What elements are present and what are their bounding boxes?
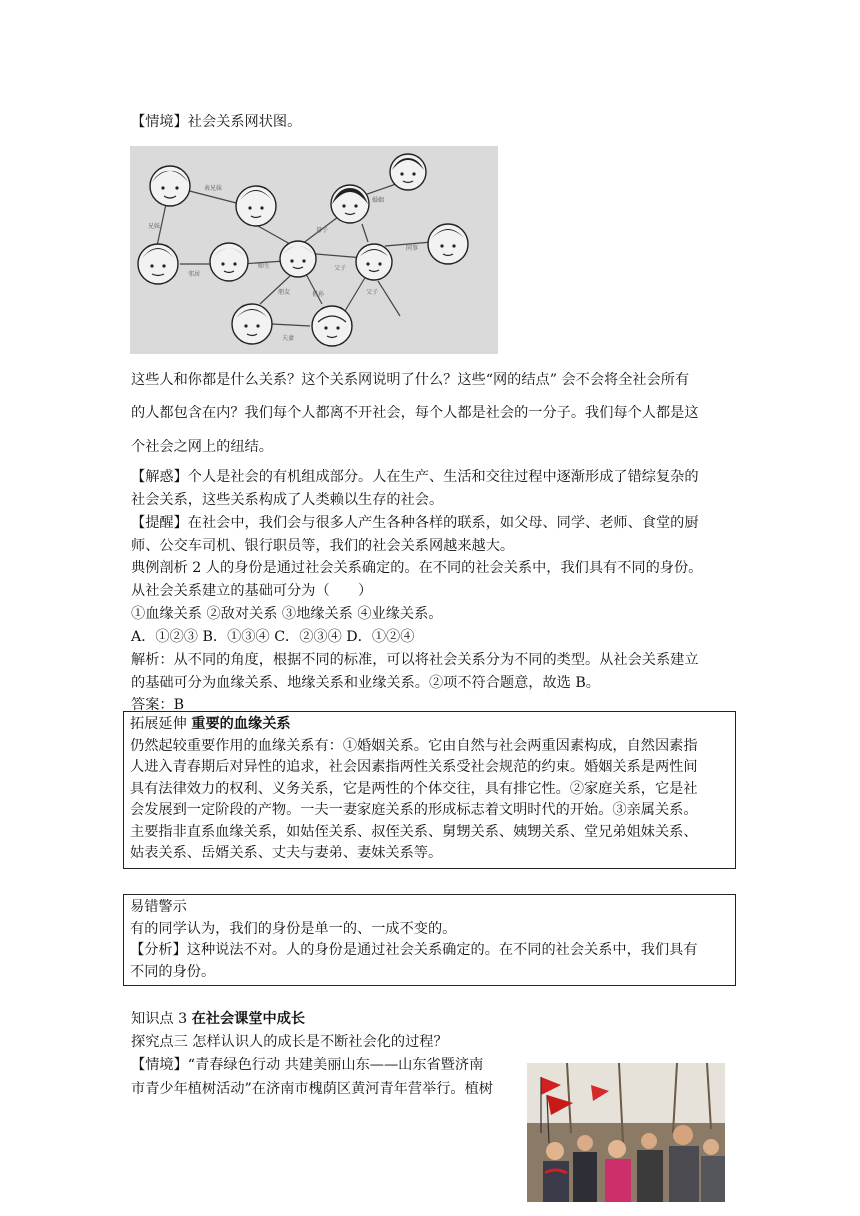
- social-network-diagram: [130, 146, 498, 354]
- tixing-line: 【提醒】在社会中，我们会与很多人产生各种各样的联系，如父母、同学、老师、食堂的厨: [131, 515, 699, 531]
- knowledge-title: 在社会课堂中成长: [191, 1011, 306, 1027]
- extension-line: 会发展到一定阶段的产物。一夫一妻家庭关系的形成标志着文明时代的开始。③亲属关系。: [130, 802, 698, 818]
- tree-planting-photo: [527, 1063, 725, 1202]
- social-network-figure: [130, 146, 498, 354]
- explore-heading: 探究点三 怎样认识人的成长是不断社会化的过程？: [131, 1034, 448, 1050]
- warning-line: 不同的身份。: [130, 963, 216, 980]
- question-line: 的人都包含在内？我们每个人都离不开社会，每个人都是社会的一分子。我们每个人都是这: [131, 405, 699, 421]
- choices-line: A．①②③ B．①③④ C．②③④ D．①②④: [131, 629, 415, 645]
- extension-title-prefix: 拓展延伸: [130, 716, 192, 732]
- scene2-line: 市青少年植树活动”在济南市槐荫区黄河青年营举行。植树: [131, 1081, 493, 1097]
- example-line: 从社会关系建立的基础可分为（ ）: [131, 583, 373, 599]
- extension-title-bold: 重要的血缘关系: [191, 716, 291, 732]
- extension-line: 人进入青春期后对异性的追求，社会因素指两性关系受社会规范的约束。婚姻关系是两性间: [130, 759, 698, 775]
- edge-label: 祖孙: [312, 291, 325, 298]
- knowledge-heading: [131, 1008, 737, 1030]
- scene2-line: 【情境】“青春绿色行动 共建美丽山东——山东省暨济南: [131, 1057, 484, 1073]
- options-line: ①血缘关系 ②敌对关系 ③地缘关系 ④业缘关系。: [131, 606, 443, 622]
- tree-planting-illustration: [527, 1063, 725, 1202]
- edge-label: 同事: [406, 245, 419, 252]
- question-line: 这些人和你都是什么关系？这个关系网说明了什么？这些“网的结点” 会不会将全社会所有: [131, 372, 690, 388]
- answer-line: 答案：B: [131, 697, 184, 713]
- scene-intro: 【情境】社会关系网状图。: [131, 114, 302, 130]
- warning-box: [123, 894, 736, 986]
- jiehuo-line: 【解惑】个人是社会的有机组成部分。人在生产、生活和交往过程中逐渐形成了错综复杂的: [131, 469, 699, 485]
- tixing-line: 师、公交车司机、银行职员等，我们的社会关系网越来越大。: [131, 538, 515, 554]
- extension-line: 具有法律效力的权利、义务关系，它是两性的个体交往，具有排它性。②家庭关系，它是社: [130, 780, 698, 797]
- analysis-line: 解析：从不同的角度，根据不同的标准，可以将社会关系分为不同的类型。从社会关系建立: [131, 652, 699, 668]
- knowledge-number: 知识点 3: [131, 1011, 192, 1027]
- question-line: 个社会之网上的纽结。: [131, 439, 273, 455]
- analysis-line: 的基础可分为血缘关系、地缘关系和业缘关系。②项不符合题意，故选 B。: [131, 675, 600, 691]
- edge-label: 邻居: [188, 271, 201, 278]
- edge-label: 师生: [258, 263, 271, 270]
- example-line: 典例剖析 2 人的身份是通过社会关系确定的。在不同的社会关系中，我们具有不同的身份。: [131, 560, 703, 576]
- jiehuo-line: 社会关系，这些关系构成了人类赖以生存的社会。: [131, 492, 444, 508]
- warning-line: 【分析】这种说法不对。人的身份是通过社会关系确定的。在不同的社会关系中，我们具有: [130, 942, 698, 958]
- edge-label: 朋友: [278, 289, 291, 296]
- extension-line: 主要指非直系血缘关系，如姑侄关系、叔侄关系、舅甥关系、姨甥关系、堂兄弟姐妹关系、: [130, 823, 698, 840]
- extension-line: 仍然起较重要作用的血缘关系有：①婚姻关系。它由自然与社会两重因素构成，自然因素指: [130, 737, 698, 754]
- extension-box: [123, 711, 736, 869]
- edge-label: 婚姻: [372, 197, 385, 204]
- extension-line: 姑表关系、岳婿关系、丈夫与妻弟、妻妹关系等。: [130, 845, 443, 861]
- edge-label: 父子: [366, 289, 379, 296]
- edge-label: 夫妻: [282, 335, 295, 342]
- warning-line: 有的同学认为，我们的身份是单一的、一成不变的。: [130, 920, 457, 937]
- edge-label: 父子: [334, 265, 347, 272]
- extension-title: [130, 714, 729, 736]
- edge-label: 母子: [316, 227, 329, 234]
- edge-label: 表兄妹: [204, 185, 223, 192]
- edge-label: 兄妹: [148, 223, 161, 230]
- warning-title: 易错警示: [130, 899, 187, 915]
